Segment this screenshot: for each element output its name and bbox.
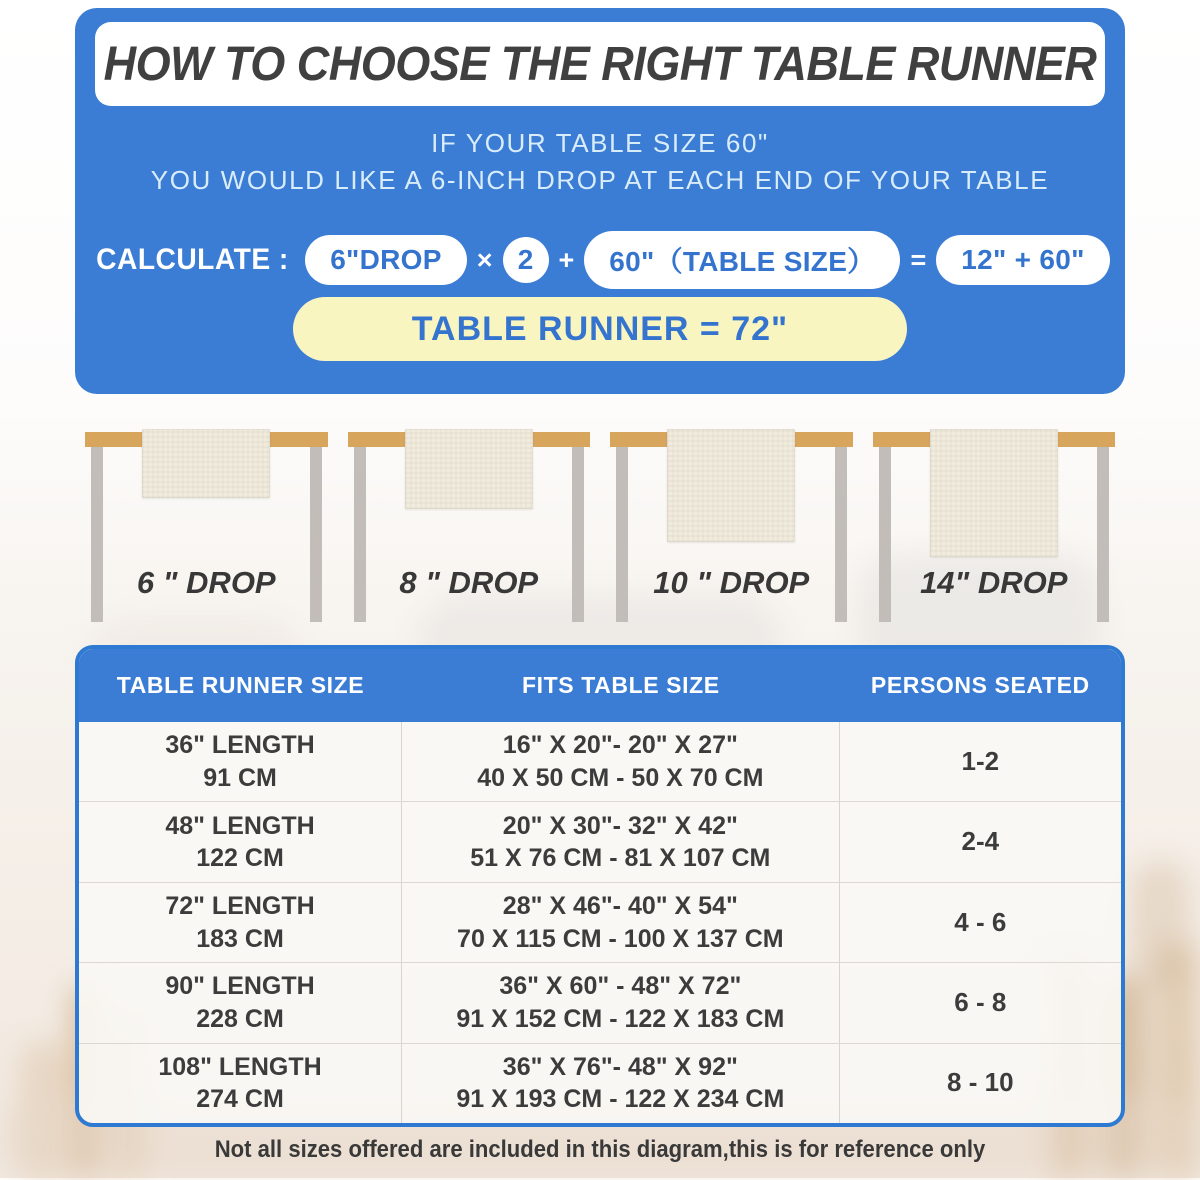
subtitle-line-1: IF YOUR TABLE SIZE 60": [431, 128, 769, 158]
fits-inches: 16" X 20"- 20" X 27": [502, 731, 738, 760]
size-inches: 108" LENGTH: [158, 1052, 322, 1081]
drop-example-6in: [75, 428, 338, 643]
table-runner-cloth: [667, 429, 795, 542]
calculate-label: CALCULATE :: [96, 243, 290, 276]
size-table-header: [79, 649, 1121, 722]
fits-cm: 91 X 152 CM - 122 X 183 CM: [456, 1004, 785, 1033]
fits-cm: 70 X 115 CM - 100 X 137 CM: [457, 924, 784, 953]
table-runner-cloth: [405, 429, 533, 509]
drop-label: 6 " DROP: [136, 565, 276, 600]
table-row: [79, 962, 1121, 1042]
size-table-body: [79, 722, 1121, 1123]
drop-examples-row: [75, 428, 1125, 643]
drop-label: 8 " DROP: [399, 565, 539, 600]
fits-table-cell: [402, 883, 840, 962]
size-inches: 90" LENGTH: [165, 972, 315, 1001]
page-title: HOW TO CHOOSE THE RIGHT TABLE RUNNER: [103, 35, 1097, 91]
fits-cm: 40 X 50 CM - 50 X 70 CM: [477, 763, 764, 792]
table-row: [79, 1043, 1121, 1123]
table-runner-cloth: [930, 429, 1058, 557]
equals-sign: =: [910, 244, 927, 275]
persons-cell: 8 - 10: [947, 1067, 1014, 1098]
fits-inches: 36" X 60" - 48" X 72": [499, 972, 742, 1001]
multiplier-badge: 2: [503, 237, 549, 283]
size-cm: 228 CM: [196, 1004, 284, 1033]
table-row: [79, 882, 1121, 962]
fits-inches: 28" X 46"- 40" X 54": [502, 892, 738, 921]
persons-cell: 1-2: [961, 745, 1000, 776]
calculation-formula: [75, 232, 1125, 288]
sum-pill: 12" + 60": [936, 235, 1109, 285]
drop-example-14in: [863, 428, 1126, 643]
size-inches: 72" LENGTH: [165, 892, 315, 921]
column-header-runner-size: TABLE RUNNER SIZE: [116, 672, 365, 698]
drop-label: 10 " DROP: [653, 565, 810, 600]
drop-label: 14" DROP: [920, 565, 1068, 600]
size-cm: 183 CM: [196, 924, 284, 953]
table-runner-cloth: [142, 429, 270, 498]
fits-table-cell: [402, 963, 840, 1042]
persons-cell: 2-4: [961, 826, 1000, 857]
fits-inches: 20" X 30"- 32" X 42": [502, 811, 738, 840]
fits-cm: 51 X 76 CM - 81 X 107 CM: [470, 844, 771, 873]
runner-size-cell: [79, 1044, 402, 1123]
table-size-pill: 60"（TABLE SIZE）: [584, 231, 900, 289]
fits-cm: 91 X 193 CM - 122 X 234 CM: [456, 1085, 785, 1114]
footnote: Not all sizes offered are included in this diagram,this is for reference only: [214, 1136, 986, 1163]
drop-example-10in: [600, 428, 863, 643]
drop-pill: 6"DROP: [305, 235, 467, 285]
fits-table-cell: [402, 1044, 840, 1123]
size-reference-table: [75, 645, 1125, 1127]
fits-table-cell: [402, 802, 840, 881]
fits-inches: 36" X 76"- 48" X 92": [502, 1052, 738, 1081]
column-header-fits-table: FITS TABLE SIZE: [521, 672, 720, 698]
instruction-panel: [75, 8, 1125, 394]
runner-result-pill: TABLE RUNNER = 72": [293, 297, 907, 361]
bg-room-blob: [1130, 860, 1190, 990]
size-cm: 274 CM: [196, 1085, 284, 1114]
drop-example-8in: [338, 428, 601, 643]
table-row: [79, 801, 1121, 881]
size-cm: 122 CM: [196, 844, 284, 873]
column-header-persons: PERSONS SEATED: [870, 672, 1090, 698]
times-sign: ×: [476, 244, 493, 275]
table-row: [79, 722, 1121, 801]
runner-size-cell: [79, 883, 402, 962]
size-inches: 48" LENGTH: [165, 811, 315, 840]
size-inches: 36" LENGTH: [165, 731, 315, 760]
plus-sign: +: [558, 244, 575, 275]
fits-table-cell: [402, 722, 840, 801]
runner-size-cell: [79, 802, 402, 881]
title-box: [95, 22, 1105, 106]
size-cm: 91 CM: [203, 763, 277, 792]
persons-cell: 4 - 6: [954, 906, 1007, 937]
runner-size-cell: [79, 963, 402, 1042]
subtitle-line-2: YOU WOULD LIKE A 6-INCH DROP AT EACH END OF YOUR TABLE: [150, 165, 1050, 195]
runner-size-cell: [79, 722, 402, 801]
persons-cell: 6 - 8: [954, 987, 1007, 1018]
